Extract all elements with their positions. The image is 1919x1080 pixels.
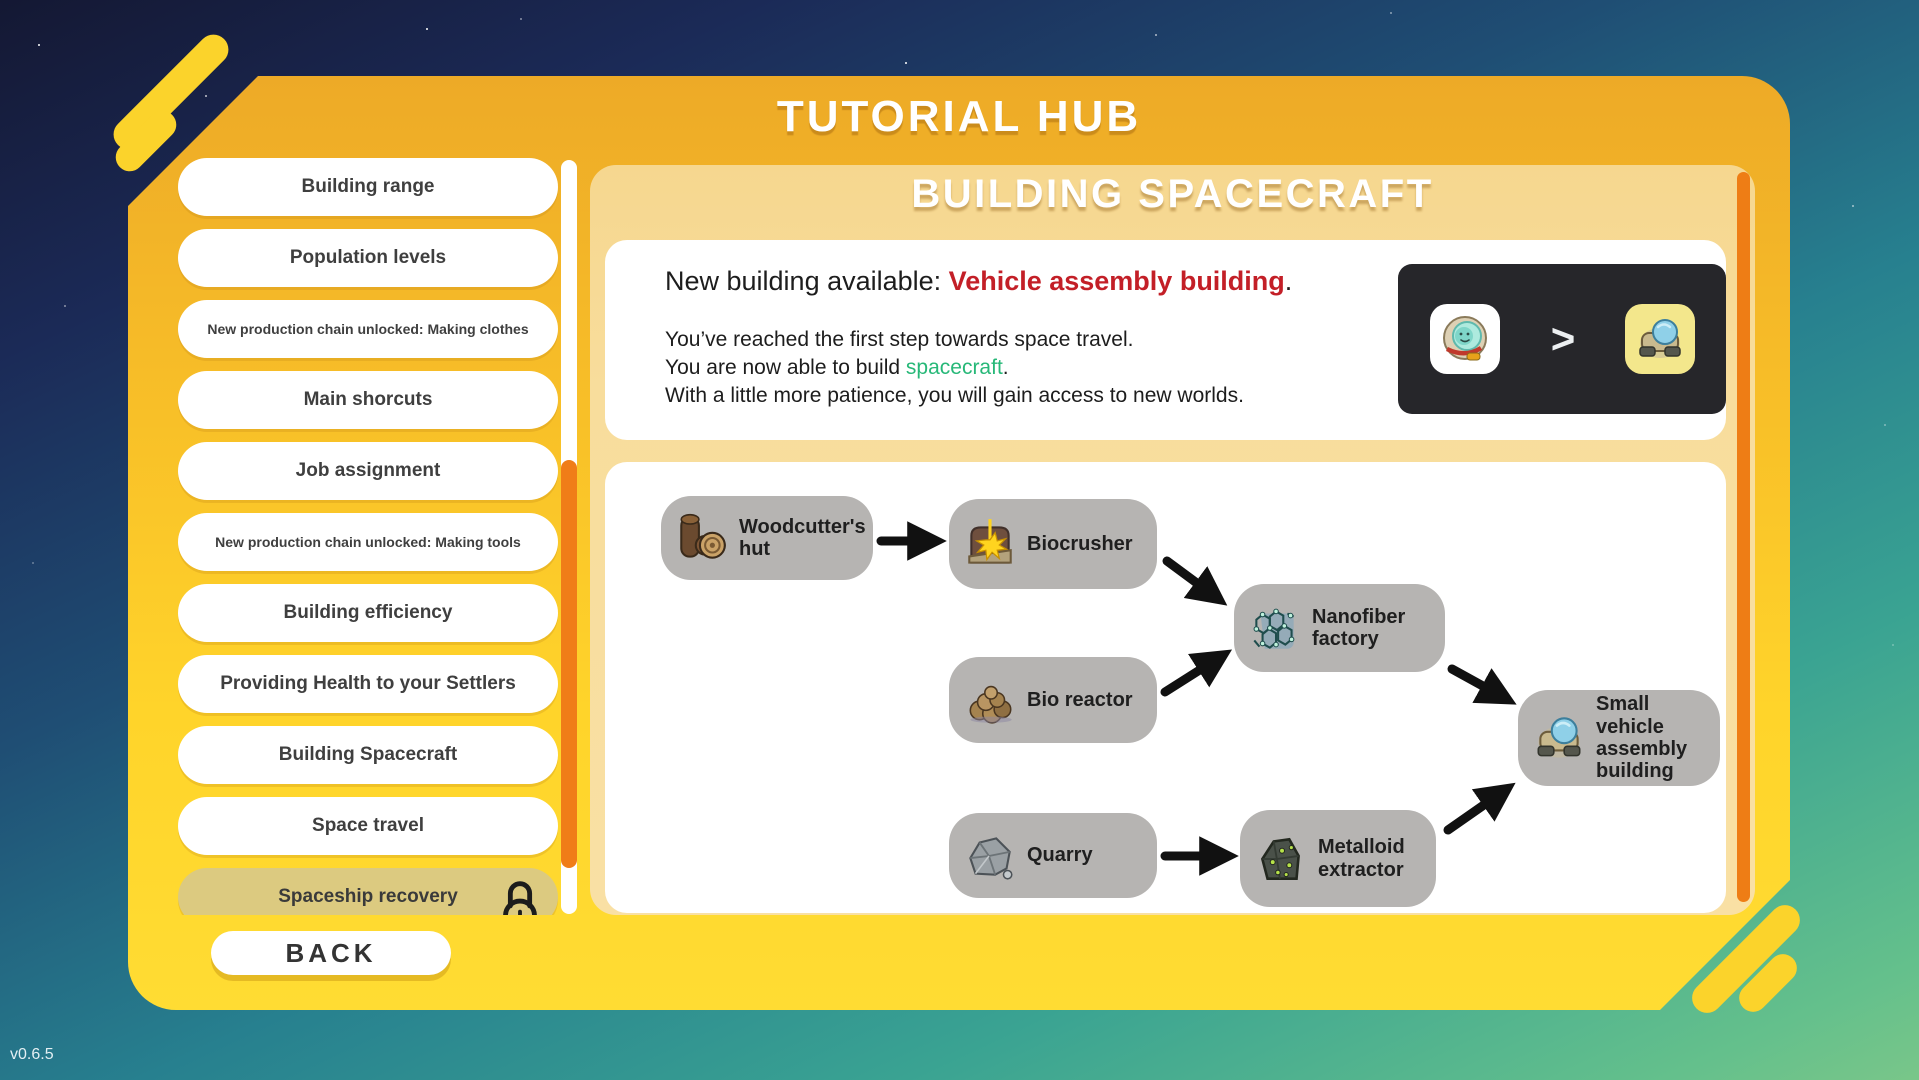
sidebar-item-building-efficiency[interactable] bbox=[178, 584, 558, 642]
sidebar-item-making-clothes[interactable] bbox=[178, 300, 558, 358]
tutorial-page-title: BUILDING SPACECRAFT bbox=[911, 172, 1434, 216]
paragraph-line-2-post: . bbox=[1002, 356, 1009, 379]
sidebar-item-label: Main shorcuts bbox=[303, 389, 433, 410]
biocrusher-icon bbox=[961, 515, 1019, 573]
node-nanofiber-factory bbox=[1234, 584, 1445, 672]
window-title: TUTORIAL HUB bbox=[776, 92, 1142, 141]
boulder-icon bbox=[961, 827, 1019, 885]
sidebar-item-population-levels[interactable] bbox=[178, 229, 558, 287]
node-small-vehicle-assembly bbox=[1518, 690, 1720, 786]
sidebar-item-label: Spaceship recovery bbox=[278, 886, 458, 907]
sidebar-item-label: Building efficiency bbox=[283, 602, 453, 623]
new-building-suffix: . bbox=[1284, 266, 1293, 296]
new-building-line bbox=[665, 266, 1292, 297]
node-metalloid-extractor bbox=[1240, 810, 1436, 907]
unlock-preview-box bbox=[1398, 264, 1726, 414]
small-vehicle-icon bbox=[1530, 709, 1588, 767]
sidebar-item-label: Space travel bbox=[312, 815, 424, 836]
node-bio-reactor bbox=[949, 657, 1157, 743]
sidebar-item-providing-health[interactable] bbox=[178, 655, 558, 713]
vehicle-tile bbox=[1625, 304, 1695, 374]
spacecraft-keyword: spacecraft bbox=[905, 356, 1003, 379]
node-label: Bio reactor bbox=[1027, 688, 1133, 711]
back-button-label: BACK bbox=[285, 937, 377, 968]
node-label: Woodcutter's hut bbox=[739, 515, 866, 560]
announcement-paragraph bbox=[665, 326, 1244, 410]
node-woodcutters-hut bbox=[661, 496, 873, 580]
sidebar-item-job-assignment[interactable] bbox=[178, 442, 558, 500]
announcement-box bbox=[605, 240, 1726, 440]
wood-logs-icon bbox=[673, 509, 731, 567]
settler-helmet-icon bbox=[1437, 311, 1493, 367]
sidebar-item-main-shorcuts[interactable] bbox=[178, 371, 558, 429]
sidebar-item-building-spacecraft[interactable] bbox=[178, 726, 558, 784]
production-chain-box bbox=[605, 462, 1726, 913]
content-scrollbar-thumb[interactable] bbox=[1737, 172, 1750, 902]
node-biocrusher bbox=[949, 499, 1157, 589]
paragraph-line-2-pre: You are now able to build bbox=[665, 356, 906, 379]
sidebar-item-building-range[interactable] bbox=[178, 158, 558, 216]
sidebar-item-label: Building Spacecraft bbox=[278, 744, 458, 765]
node-label: Nanofiber factory bbox=[1312, 605, 1406, 650]
sidebar-item-label: Population levels bbox=[289, 247, 447, 268]
node-label: Metalloid extractor bbox=[1318, 836, 1405, 881]
node-quarry bbox=[949, 813, 1157, 898]
paragraph-line-2 bbox=[665, 354, 1244, 382]
chevron-right-icon: > bbox=[1550, 315, 1576, 362]
nanofiber-mesh-icon bbox=[1246, 599, 1304, 657]
sidebar-item-label: Job assignment bbox=[295, 460, 441, 481]
sidebar-item-spaceship-recovery[interactable] bbox=[178, 868, 558, 915]
node-label: Biocrusher bbox=[1027, 532, 1133, 555]
paragraph-line-1: You’ve reached the first step towards space travel. bbox=[665, 328, 1134, 351]
node-label: Quarry bbox=[1027, 844, 1093, 867]
settler-tile bbox=[1430, 304, 1500, 374]
stars-decoration bbox=[0, 0, 2, 2]
tutorial-topics-list bbox=[178, 158, 558, 915]
sidebar-item-label: Providing Health to your Settlers bbox=[220, 673, 516, 694]
version-label: v0.6.5 bbox=[10, 1046, 54, 1063]
sidebar-scrollbar-thumb[interactable] bbox=[561, 460, 577, 868]
new-building-name: Vehicle assembly building bbox=[948, 266, 1285, 296]
paragraph-line-3: With a little more patience, you will gain access to new worlds. bbox=[665, 384, 1244, 407]
bio-pile-icon bbox=[961, 671, 1019, 729]
sidebar-item-label: Building range bbox=[301, 176, 435, 197]
new-building-prefix: New building available: bbox=[665, 266, 949, 296]
sidebar-item-space-travel[interactable] bbox=[178, 797, 558, 855]
lock-icon bbox=[498, 875, 542, 915]
metalloid-rock-icon bbox=[1252, 830, 1310, 888]
sidebar-item-label: New production chain unlocked: Making tools bbox=[215, 534, 521, 550]
back-button[interactable] bbox=[211, 931, 451, 975]
sidebar-item-label: New production chain unlocked: Making clothes bbox=[207, 321, 529, 337]
sidebar-item-making-tools[interactable] bbox=[178, 513, 558, 571]
small-vehicle-icon bbox=[1632, 311, 1688, 367]
node-label: Small vehicle assembly building bbox=[1596, 693, 1688, 783]
